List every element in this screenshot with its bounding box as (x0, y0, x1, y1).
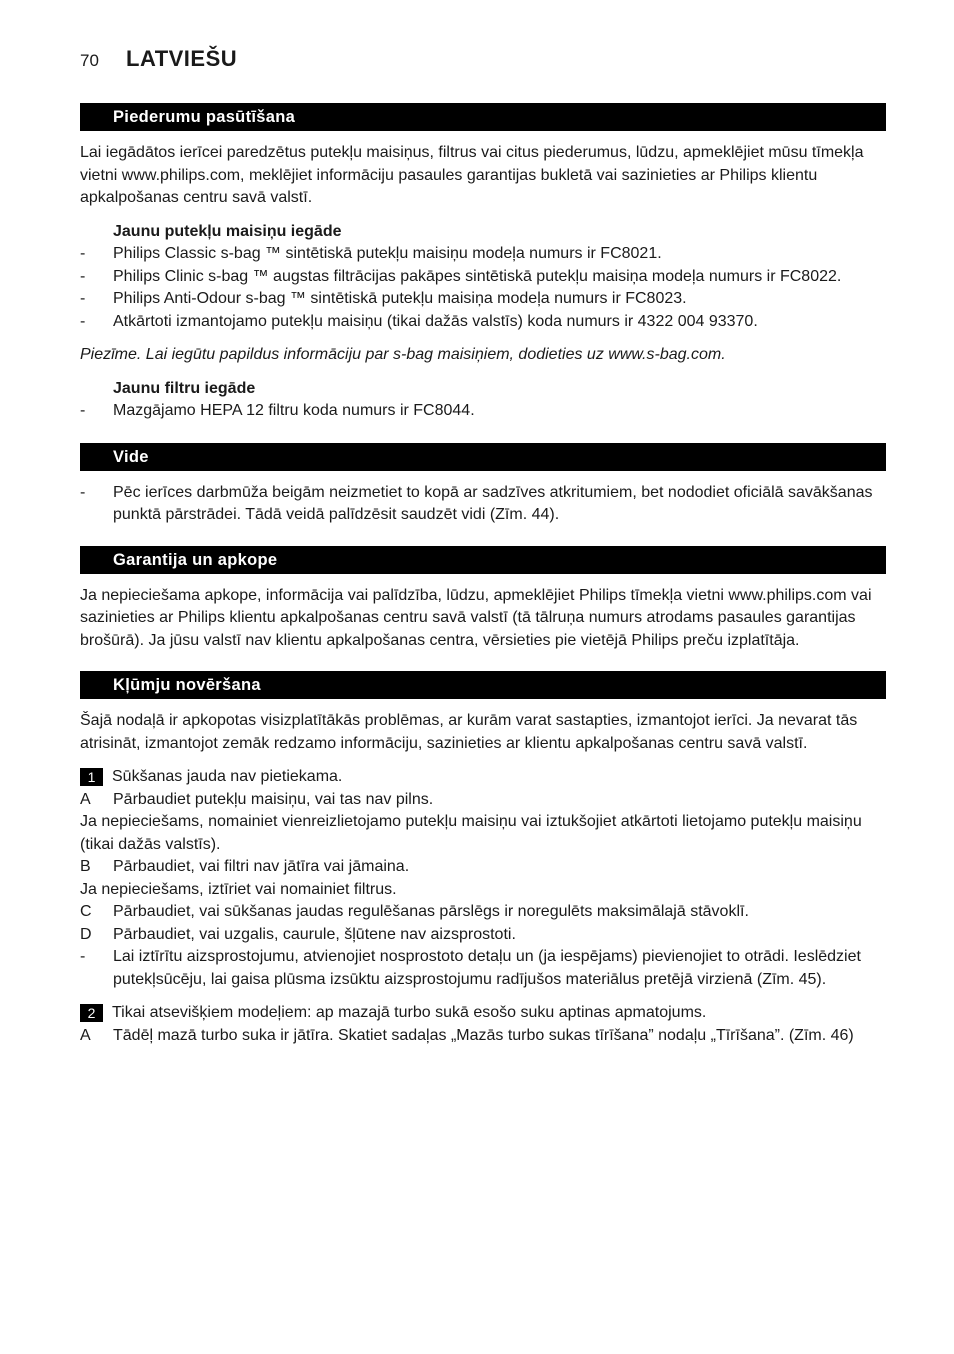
list-dash: - (80, 245, 86, 262)
list-dash: - (80, 402, 86, 419)
bags-heading: Jaunu putekļu maisiņu iegāde (113, 222, 342, 240)
list-letter: D (80, 925, 92, 943)
list-item (80, 924, 886, 947)
page-number: 70 (80, 51, 99, 70)
troubleshooting-intro: Šajā nodaļā ir apkopotas visizplatītākās problēmas, ar kurām varat sastapties, izmantojot ierīci. Ja nevarat tās atrisināt, izmantojot zemāk redzamo informāciju, sazinieties ar klientu apkalpošanas centru savā valstī. (80, 712, 858, 752)
problem-2-title: Tikai atsevišķiem modeļiem: ap mazajā turbo sukā esošo suku aptinas apmatojums. (112, 1004, 707, 1021)
solution-text: Ja nepieciešams, iztīriet vai nomainiet filtrus. (80, 880, 397, 898)
list-item (80, 901, 886, 924)
list-item (80, 482, 886, 527)
list-item (80, 946, 886, 991)
list-item (80, 311, 886, 334)
list-item (80, 1025, 886, 1048)
list-dash: - (80, 312, 86, 330)
list-item-text: Atkārtoti izmantojamo putekļu maisiņu (tikai dažās valstīs) koda numurs ir 4322 004 93370. (113, 312, 758, 330)
list-letter: A (80, 790, 91, 808)
list-dash: - (80, 290, 86, 307)
list-dash: - (80, 483, 86, 501)
filters-heading: Jaunu filtru iegāde (113, 379, 256, 397)
list-item-text: Lai iztīrītu aizsprostojumu, atvienojiet nosprostoto detaļu un (ja iespējams) pievienojiet to otrādi. Ieslēdziet putekļsūcēju, lai gaisa plūsma izsūktu aizsprostojumu radījušos materiālus pretējā virzienā (Zīm. 45). (113, 948, 861, 988)
list-item-text: Pārbaudiet, vai filtri nav jātīra vai jāmaina. (113, 858, 410, 875)
section-title-warranty: Garantija un apkope (80, 546, 886, 574)
page-header (80, 46, 237, 72)
list-letter: A (80, 1026, 91, 1044)
list-item-text: Philips Anti-Odour s-bag ™ sintētiskā putekļu maisiņa modeļa numurs ir FC8023. (113, 290, 687, 307)
list-item-text: Tādēļ mazā turbo suka ir jātīra. Skatiet sadaļas „Mazās turbo sukas tīrīšana” nodaļu „Tīrīšana”. (Zīm. 46) (113, 1026, 854, 1044)
section-title-environment: Vide (80, 443, 886, 471)
section-title-accessories: Piederumu pasūtīšana (80, 103, 886, 131)
list-item-text: Pēc ierīces darbmūža beigām neizmetiet to kopā ar sadzīves atkritumiem, bet nododiet oficiālā savākšanas punktā pārstrādei. Tādā veidā palīdzēsit saudzēt vidi (Zīm. 44). (113, 483, 873, 523)
list-item-text: Pārbaudiet putekļu maisiņu, vai tas nav pilns. (113, 790, 434, 808)
problem-1-title: Sūkšanas jauda nav pietiekama. (112, 768, 343, 785)
step-number-badge: 1 (80, 768, 103, 786)
list-item-text: Pārbaudiet, vai uzgalis, caurule, šļūtene nav aizsprostoti. (113, 925, 516, 943)
solution-text: Ja nepieciešams, nomainiet vienreizlietojamo putekļu maisiņu vai iztukšojiet atkārtoti lietojamo putekļu maisiņu (tikai dažās valstīs). (80, 813, 862, 853)
list-dash: - (80, 948, 86, 965)
sbag-note: Piezīme. Lai iegūtu papildus informāciju par s-bag maisiņiem, dodieties uz www.s-bag.com. (80, 346, 726, 363)
page-content (80, 103, 886, 1047)
problem-1 (80, 766, 886, 789)
list-item (80, 288, 886, 311)
accessories-intro: Lai iegādātos ierīcei paredzētus putekļu maisiņus, filtrus vai citus piederumus, lūdzu, apmeklējiet mūsu tīmekļa vietni www.philips.com, meklējiet informāciju pasaules garantijas bukletā vai sazinieties ar Philips klientu apkalpošanas centru savā valstī. (80, 144, 864, 206)
list-item (80, 400, 886, 423)
list-letter: C (80, 903, 92, 920)
list-item-text: Philips Classic s-bag ™ sintētiskā putekļu maisiņu modeļa numurs ir FC8021. (113, 245, 662, 262)
page-language: LATVIEŠU (126, 46, 238, 71)
list-item (80, 856, 886, 879)
list-item-text: Philips Clinic s-bag ™ augstas filtrācijas pakāpes sintētiskā putekļu maisiņa modeļa numurs ir FC8022. (113, 267, 842, 285)
list-dash: - (80, 267, 86, 285)
problem-2 (80, 1002, 886, 1025)
list-item (80, 243, 886, 266)
list-item (80, 266, 886, 289)
list-item (80, 789, 886, 812)
warranty-text: Ja nepieciešama apkope, informācija vai palīdzība, lūdzu, apmeklējiet Philips tīmekļa vietni www.philips.com vai sazinieties ar Philips klientu apkalpošanas centru savā valstī (tā tālruņa numurs atrodams pasaules garantijas brošūrā). Ja jūsu valstī nav klientu apkalpošanas centra, vērsieties pie vietējā Philips preču izplatītāja. (80, 586, 872, 649)
step-number-badge: 2 (80, 1004, 103, 1022)
list-item-text: Mazgājamo HEPA 12 filtru koda numurs ir FC8044. (113, 402, 475, 419)
list-item-text: Pārbaudiet, vai sūkšanas jaudas regulēšanas pārslēgs ir noregulēts maksimālajā stāvoklī. (113, 903, 749, 920)
section-title-troubleshooting: Kļūmju novēršana (80, 671, 886, 699)
list-letter: B (80, 858, 91, 875)
